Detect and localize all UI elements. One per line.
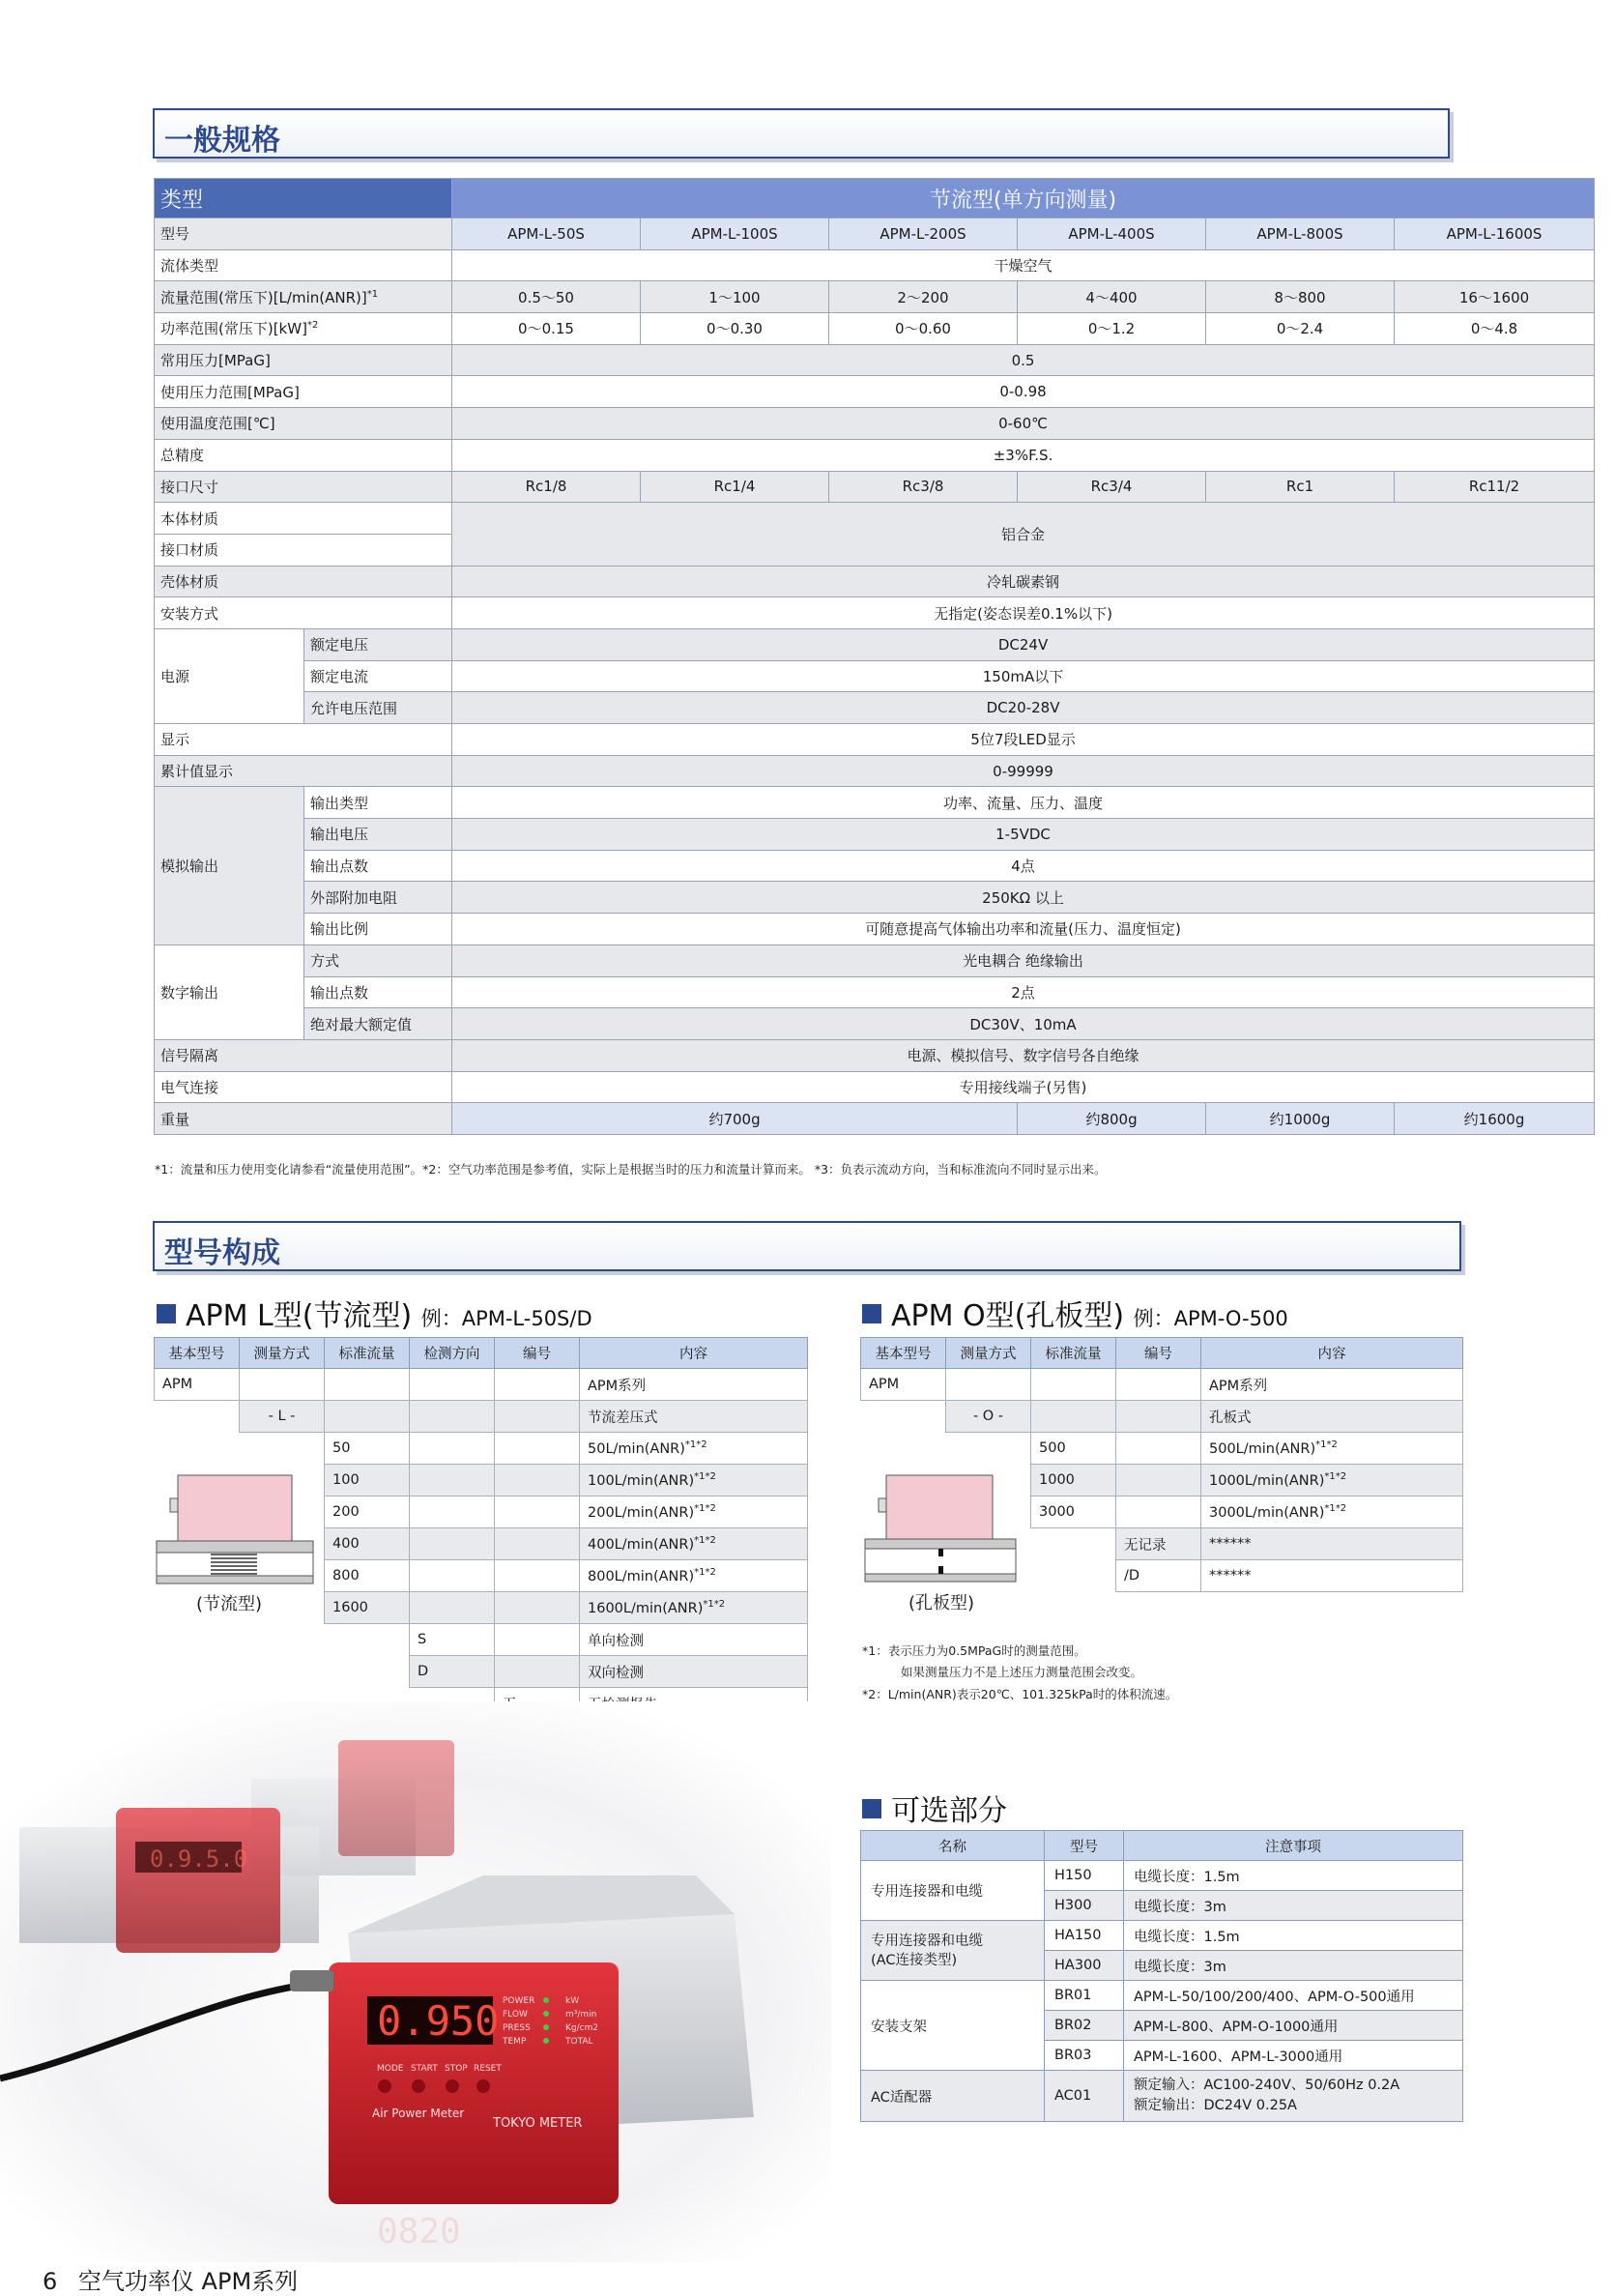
model-label: 型号 [155,218,452,250]
unit-label: TOTAL [565,2037,593,2047]
indicator-label: POWER [503,1996,535,2006]
dig-points-label: 输出点数 [304,976,452,1008]
display-label: 显示 [155,724,452,756]
option-model: AC01 [1045,2071,1124,2122]
use-pressure-label: 使用压力范围[MPaG] [155,376,452,408]
table-row [861,1369,1463,1401]
spec-row-fluid [155,249,1595,281]
flow-code: 100 [325,1465,410,1497]
case-label: 壳体材质 [155,566,452,597]
model-cell: APM-L-1600S [1395,218,1595,250]
port-cell: Rc1 [1206,471,1395,503]
spec-row-temp [155,408,1595,440]
port-label: 接口尺寸 [155,471,452,503]
allow-voltage-label: 允许电压范围 [304,692,452,724]
table-row [861,1921,1463,1951]
table-row [861,2071,1463,2122]
l-type-heading [157,1292,592,1334]
sup: *1*2 [694,1471,716,1483]
dig-points-value: 2点 [452,976,1595,1008]
spec-row-weight [155,1103,1595,1135]
type-value: 节流型(单方向测量) [452,179,1595,218]
spec-row-rated-current [155,660,1595,692]
spec-row-mount [155,597,1595,629]
flow-desc: 1600L/min(ANR) [588,1600,704,1616]
col-header: 内容 [1201,1338,1463,1369]
option-note: APM-L-1600、APM-L-3000通用 [1124,2041,1463,2071]
spec-row-out-points [155,850,1595,882]
option-name-line: (AC连接类型) [871,1952,958,1968]
brand-logo: TOKYO METER [493,2116,583,2131]
weight-label: 重量 [155,1103,452,1135]
mount-value: 无指定(姿态误差0.1%以下) [452,597,1595,629]
o-type-example: 例：APM-O-500 [1133,1307,1288,1330]
pressure-value: 0.5 [452,344,1595,376]
o-note-1: *1：表示压力为0.5MPaG时的测量范围。 [862,1643,1086,1658]
spec-row-body [155,503,1595,535]
type-label: 类型 [155,179,452,218]
o-type-title: APM O型(孔板型) [891,1299,1125,1333]
spec-footnote: *1：流量和压力使用变化请参看“流量使用范围”。*2：空气功率范围是参考值，实际上是根据当时的压力和流量计算而来。 *3：负表示流动方向，当和标准流向不同时显示出来。 [155,1162,1107,1177]
flow-cell: 4～400 [1018,281,1206,313]
table-row [861,1401,1463,1433]
option-name: 专用连接器和电缆 [861,1861,1045,1921]
base-desc: APM系列 [580,1369,808,1401]
col-header: 编号 [1116,1338,1201,1369]
spec-row-out-voltage [155,819,1595,851]
power-label [155,313,452,345]
option-note: APM-L-50/100/200/400、APM-O-500通用 [1124,1981,1463,2011]
base-desc: APM系列 [1201,1369,1463,1401]
body-label: 本体材质 [155,503,452,535]
abs-max-label: 绝对最大额定值 [304,1008,452,1040]
col-header: 基本型号 [861,1338,946,1369]
section-header-general-spec [153,108,1450,159]
flow-desc: 400L/min(ANR) [588,1536,695,1553]
out-points-label: 输出点数 [304,850,452,882]
isolation-label: 信号隔离 [155,1039,452,1071]
model-cell: APM-L-50S [452,218,641,250]
flow-code: 50 [325,1433,410,1465]
accuracy-value: ±3%F.S. [452,439,1595,471]
square-bullet-icon [157,1304,176,1323]
col-header: 标准流量 [325,1338,410,1369]
use-pressure-value: 0-0.98 [452,376,1595,408]
options-title: 可选部分 [891,1794,1007,1828]
flow-code: 800 [325,1560,410,1592]
dir-desc: 单向检测 [580,1624,808,1656]
out-points-value: 4点 [452,850,1595,882]
pressure-label: 常用压力[MPaG] [155,344,452,376]
flow-cell: 1～100 [641,281,829,313]
rated-voltage-label: 额定电压 [304,628,452,660]
spec-row-isolation [155,1039,1595,1071]
flow-sup: *1 [366,288,379,300]
fluid-value: 干燥空气 [452,249,1595,281]
port-cell: Rc3/8 [829,471,1018,503]
model-cell: APM-L-200S [829,218,1018,250]
option-model: H300 [1045,1891,1124,1921]
display-readout: 0.950 [377,1997,500,2045]
option-model: BR03 [1045,2041,1124,2071]
footer-text: 空气功率仪 APM系列 [77,2268,299,2295]
weight-cell: 约800g [1018,1103,1206,1135]
model-cell: APM-L-800S [1206,218,1395,250]
power-cell: 0～0.30 [641,313,829,345]
table-row [155,1656,808,1688]
connection-value: 专用接线端子(另售) [452,1071,1595,1103]
option-name: 安装支架 [861,1981,1045,2071]
col-header: 测量方式 [946,1338,1031,1369]
flow-label-text: 流量范围(常压下)[L/min(ANR)] [160,288,367,306]
analog-label: 模拟输出 [155,787,304,945]
option-note: 电缆长度：3m [1124,1951,1463,1981]
abs-max-value: DC30V、10mA [452,1008,1595,1040]
table-row [861,1981,1463,2011]
option-name [861,1921,1045,1981]
ext-res-label: 外部附加电阻 [304,882,452,914]
spec-row-method [155,945,1595,976]
flow-desc: 1000L/min(ANR) [1209,1472,1325,1489]
dir-code: S [410,1624,495,1656]
option-name: AC适配器 [861,2071,1045,2122]
sup: *1*2 [694,1535,716,1547]
cumulative-label: 累计值显示 [155,755,452,787]
flow-code: 400 [325,1528,410,1560]
table-row [861,1861,1463,1891]
unit-label: kW [565,1996,580,2006]
option-note: APM-L-800、APM-O-1000通用 [1124,2011,1463,2041]
o-type-heading [862,1292,1288,1334]
isolation-value: 电源、模拟信号、数字信号各自绝缘 [452,1039,1595,1071]
spec-row-model [155,218,1595,250]
button-label: RESET [474,2064,502,2074]
connection-label: 电气连接 [155,1071,452,1103]
flow-cell: 16～1600 [1395,281,1595,313]
port-cell: Rc3/4 [1018,471,1206,503]
product-label: Air Power Meter [372,2107,465,2120]
indicator-label: FLOW [503,2010,528,2020]
l-table-header [155,1338,808,1369]
power-cell: 0～0.60 [829,313,1018,345]
flow-code: 1000 [1031,1465,1116,1497]
port-cell: Rc11/2 [1395,471,1595,503]
spec-row-port [155,471,1595,503]
flow-desc: 800L/min(ANR) [588,1568,695,1584]
power-cell: 0～1.2 [1018,313,1206,345]
square-bullet-icon [862,1799,881,1818]
o-diagram-caption: (孔板型) [908,1593,975,1613]
case-value: 冷轧碳素钢 [452,566,1595,597]
base-code: APM [861,1369,946,1401]
flow-code: 1600 [325,1592,410,1624]
o-note-1b: 如果测量压力不是上述压力测量范围会改变。 [901,1665,1143,1679]
spec-row-cumulative [155,755,1595,787]
option-model: HA150 [1045,1921,1124,1951]
spec-row-allow-voltage [155,692,1595,724]
out-voltage-value: 1-5VDC [452,819,1595,851]
flow-code: 200 [325,1497,410,1528]
report-code: /D [1116,1560,1201,1592]
dir-code: D [410,1656,495,1688]
spec-row-use-pressure [155,376,1595,408]
sup: *1*2 [694,1567,716,1579]
base-code: APM [155,1369,240,1401]
weight-cell: 约1600g [1395,1103,1595,1135]
display-value: 5位7段LED显示 [452,724,1595,756]
section-header-model-config [153,1221,1461,1271]
unit-label: m³/min [565,2010,597,2020]
dir-desc: 双向检测 [580,1656,808,1688]
spec-row-connection [155,1071,1595,1103]
spec-row-abs-max [155,1008,1595,1040]
indicator-label: TEMP [503,2037,527,2047]
option-model: H150 [1045,1861,1124,1891]
col-header: 内容 [580,1338,808,1369]
col-header: 基本型号 [155,1338,240,1369]
spec-table [154,178,1595,1135]
col-header: 检测方向 [410,1338,495,1369]
sup: *1*2 [684,1439,707,1451]
flow-cell: 8～800 [1206,281,1395,313]
spec-row-out-ratio [155,914,1595,945]
spec-row-display [155,724,1595,756]
weight-cell: 约700g [452,1103,1018,1135]
flow-code: 500 [1031,1433,1116,1465]
section-title: 一般规格 [164,124,280,158]
col-header: 名称 [861,1831,1045,1861]
digital-label: 数字输出 [155,945,304,1039]
rated-current-label: 额定电流 [304,660,452,692]
flow-desc: 50L/min(ANR) [588,1440,685,1457]
cumulative-value: 0-99999 [452,755,1595,787]
spec-row-dig-points [155,976,1595,1008]
model-cell: APM-L-100S [641,218,829,250]
spec-row-accuracy [155,439,1595,471]
out-type-label: 输出类型 [304,787,452,819]
col-header: 型号 [1045,1831,1124,1861]
method-code: - L - [240,1401,325,1433]
flow-label [155,281,452,313]
button-label: STOP [445,2064,468,2074]
power-cell: 0～4.8 [1395,313,1595,345]
flow-cell: 2～200 [829,281,1018,313]
options-header [861,1831,1463,1861]
page-footer [43,2262,298,2296]
square-bullet-icon [862,1304,881,1323]
method-value: 光电耦合 绝缘输出 [452,945,1595,976]
o-table-header [861,1338,1463,1369]
flow-desc: 200L/min(ANR) [588,1504,695,1521]
power-sup: *2 [306,320,319,332]
report-desc: ****** [1201,1560,1463,1592]
flow-desc: 3000L/min(ANR) [1209,1504,1325,1521]
method-label: 方式 [304,945,452,976]
sup: *1*2 [1324,1503,1347,1515]
out-ratio-value: 可随意提高气体输出功率和流量(压力、温度恒定) [452,914,1595,945]
method-desc: 节流差压式 [580,1401,808,1433]
product-photo [0,1701,831,2262]
report-code: 无记录 [1116,1528,1201,1560]
fluid-label: 流体类型 [155,249,452,281]
option-model: BR02 [1045,2011,1124,2041]
page-number: 6 [43,2268,58,2295]
flow-desc: 500L/min(ANR) [1209,1440,1316,1457]
out-type-value: 功率、流量、压力、温度 [452,787,1595,819]
sup: *1*2 [703,1599,726,1611]
l-type-title: APM L型(节流型) [186,1299,413,1333]
option-note [1124,2071,1463,2122]
flow-cell: 0.5～50 [452,281,641,313]
option-name-line: 专用连接器和电缆 [871,1933,983,1949]
power-label-text: 功率范围(常压下)[kW] [160,320,307,338]
col-header: 编号 [495,1338,580,1369]
port-material-label: 接口材质 [155,534,452,566]
col-header: 标准流量 [1031,1338,1116,1369]
table-row [861,1433,1463,1465]
throttle-diagram-icon [155,1469,319,1595]
spec-row-type [155,179,1595,218]
table-row [155,1433,808,1465]
spec-row-power [155,313,1595,345]
model-cell: APM-L-400S [1018,218,1206,250]
temp-label: 使用温度范围[℃] [155,408,452,440]
table-row [155,1401,808,1433]
rated-current-value: 150mA以下 [452,660,1595,692]
out-ratio-label: 输出比例 [304,914,452,945]
col-header: 测量方式 [240,1338,325,1369]
temp-value: 0-60℃ [452,408,1595,440]
col-header: 注意事项 [1124,1831,1463,1861]
spec-row-rated-voltage [155,628,1595,660]
options-table [860,1830,1463,2122]
table-row [155,1369,808,1401]
option-model: HA300 [1045,1951,1124,1981]
ext-res-value: 250KΩ 以上 [452,882,1595,914]
indicator-label: PRESS [503,2023,531,2033]
sup: *1*2 [1324,1471,1347,1483]
option-note: 电缆长度：1.5m [1124,1861,1463,1891]
option-note: 电缆长度：3m [1124,1891,1463,1921]
small-display: 0.9.5.0 [150,1846,248,1873]
spec-row-out-type [155,787,1595,819]
port-cell: Rc1/8 [452,471,641,503]
allow-voltage-value: DC20-28V [452,692,1595,724]
spec-row-ext-res [155,882,1595,914]
button-label: MODE [377,2064,404,2074]
option-model: BR01 [1045,1981,1124,2011]
accuracy-label: 总精度 [155,439,452,471]
report-desc: ****** [1201,1528,1463,1560]
power-supply-label: 电源 [155,628,304,723]
display-reflection: 0820 [377,2212,461,2252]
flow-desc: 100L/min(ANR) [588,1472,695,1489]
sup: *1*2 [694,1503,716,1515]
option-note: 电缆长度：1.5m [1124,1921,1463,1951]
o-note-2: *2：L/min(ANR)表示20℃、101.325kPa时的体积流速。 [862,1687,1178,1701]
spec-row-pressure [155,344,1595,376]
mount-label: 安装方式 [155,597,452,629]
unit-label: Kg/cm2 [565,2023,599,2033]
section-title: 型号构成 [164,1236,280,1270]
options-heading [862,1787,1007,1829]
spec-row-flow [155,281,1595,313]
option-note-line: 额定输入：AC100-240V、50/60Hz 0.2A [1134,2078,1400,2093]
sup: *1*2 [1315,1439,1338,1451]
l-diagram-caption: (节流型) [196,1594,263,1614]
power-cell: 0～0.15 [452,313,641,345]
spec-row-case [155,566,1595,597]
table-row [155,1624,808,1656]
material-value: 铝合金 [452,503,1595,566]
l-type-example: 例：APM-L-50S/D [420,1307,592,1330]
out-voltage-label: 输出电压 [304,819,452,851]
method-desc: 孔板式 [1201,1401,1463,1433]
power-cell: 0～2.4 [1206,313,1395,345]
weight-cell: 约1000g [1206,1103,1395,1135]
flow-code: 3000 [1031,1497,1116,1528]
method-code: - O - [946,1401,1031,1433]
orifice-diagram-icon [863,1471,1018,1595]
port-cell: Rc1/4 [641,471,829,503]
button-label: START [411,2064,438,2074]
option-note-line: 额定输出：DC24V 0.25A [1134,2098,1297,2113]
rated-voltage-value: DC24V [452,628,1595,660]
